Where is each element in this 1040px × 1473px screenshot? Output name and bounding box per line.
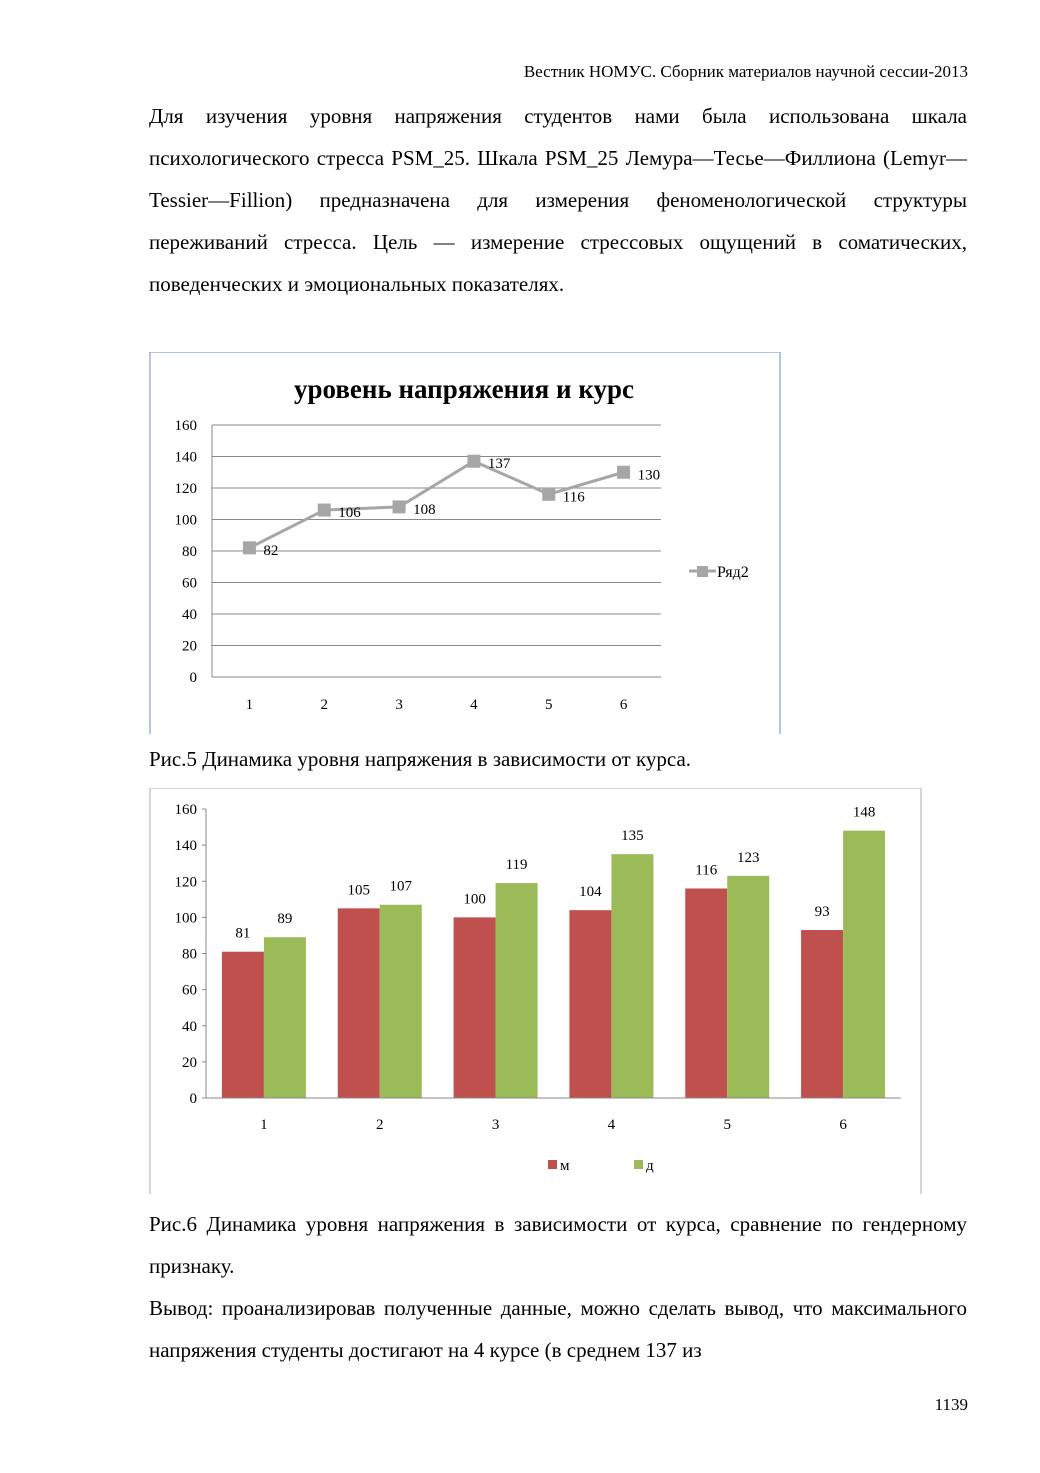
y-tick-label: 160 bbox=[174, 802, 197, 818]
data-label: 104 bbox=[579, 884, 602, 901]
chart-legend bbox=[689, 564, 749, 581]
y-tick-label: 20 bbox=[182, 1054, 197, 1071]
data-label: 93 bbox=[814, 904, 830, 921]
bar-м bbox=[685, 888, 727, 1098]
y-tick-label: 0 bbox=[189, 1091, 197, 1107]
bar-д bbox=[611, 854, 653, 1098]
y-tick-label: 120 bbox=[174, 874, 197, 891]
legend-label: Ряд2 bbox=[717, 564, 749, 581]
data-label: 82 bbox=[263, 542, 279, 559]
bar-д bbox=[843, 831, 885, 1098]
y-tick-label: 140 bbox=[174, 838, 197, 855]
x-tick-label: 4 bbox=[470, 697, 478, 713]
x-tick-label: 6 bbox=[619, 697, 628, 713]
line-chart-stress-by-course bbox=[149, 352, 781, 734]
x-tick-label: 5 bbox=[545, 697, 553, 713]
intro-paragraph: Для изучения уровня напряжения студентов нами была использована шкала психологического стресса PSM_25. Шкала PSM_25 Лемура—Тесье—Филлиона (Lemyr—Tessier—Fillion) предназначена для измерения феноменологической структуры переживаний стресса. Цель — измерение стрессовых ощущений в соматических, поведенческих и эмоциональных показателях. bbox=[149, 104, 967, 296]
y-tick-label: 100 bbox=[174, 910, 197, 927]
data-point bbox=[617, 466, 630, 479]
bar-м bbox=[338, 908, 380, 1098]
data-label: 137 bbox=[487, 456, 511, 473]
y-tick-label: 60 bbox=[182, 982, 197, 999]
x-tick-label: 2 bbox=[376, 1117, 384, 1133]
data-label: 89 bbox=[277, 911, 293, 928]
y-tick-label: 0 bbox=[189, 670, 197, 686]
chart-title: уровень напряжения и курс bbox=[293, 374, 635, 404]
page-number: 1139 bbox=[934, 1395, 968, 1414]
data-label: 119 bbox=[505, 857, 528, 874]
bar-д bbox=[496, 883, 538, 1098]
data-label: 123 bbox=[737, 849, 760, 866]
y-tick-label: 100 bbox=[174, 512, 197, 529]
y-tick-label: 80 bbox=[182, 544, 197, 560]
x-tick-label: 6 bbox=[839, 1117, 847, 1133]
x-tick-label: 5 bbox=[723, 1117, 731, 1133]
data-label: 108 bbox=[413, 501, 436, 518]
data-point bbox=[542, 488, 555, 501]
data-label: 135 bbox=[621, 828, 644, 845]
conclusion-paragraph: Вывод: проанализировав полученные данные, можно сделать вывод, что максимального напряжения студенты достигают на 4 курсе (в среднем 137 из bbox=[149, 1296, 967, 1362]
legend-marker bbox=[634, 1160, 643, 1169]
x-tick-label: 3 bbox=[395, 697, 403, 713]
data-label: 107 bbox=[389, 878, 412, 895]
data-label: 130 bbox=[637, 467, 661, 484]
data-label: 100 bbox=[463, 891, 486, 908]
data-point bbox=[393, 500, 406, 513]
data-label: 116 bbox=[562, 489, 585, 506]
chart-legend bbox=[548, 1158, 654, 1174]
x-tick-label: 1 bbox=[260, 1117, 268, 1133]
bar-д bbox=[380, 905, 422, 1098]
bar-д bbox=[264, 937, 306, 1098]
y-tick-label: 120 bbox=[174, 481, 197, 497]
x-tick-label: 3 bbox=[491, 1117, 500, 1133]
y-tick-label: 20 bbox=[182, 638, 197, 655]
bar-м bbox=[222, 952, 264, 1098]
y-tick-label: 140 bbox=[174, 449, 197, 466]
data-point bbox=[467, 455, 480, 468]
x-tick-label: 4 bbox=[607, 1117, 616, 1133]
bar-м bbox=[454, 917, 496, 1098]
data-label: 148 bbox=[852, 804, 876, 821]
y-tick-label: 40 bbox=[182, 1018, 197, 1035]
journal-header: Вестник НОМУС. Сборник материалов научной сессии-2013 bbox=[523, 62, 968, 81]
figure-6-caption: Рис.6 Динамика уровня напряжения в зависимости от курса, сравнение по гендерному признаку. bbox=[149, 1212, 967, 1278]
y-tick-label: 60 bbox=[182, 575, 197, 592]
x-tick-label: 1 bbox=[245, 697, 254, 713]
data-label: 81 bbox=[235, 925, 251, 942]
bar-д bbox=[727, 876, 769, 1098]
legend-label: м bbox=[560, 1158, 570, 1174]
legend-marker bbox=[548, 1160, 557, 1169]
x-tick-label: 2 bbox=[320, 697, 328, 713]
y-tick-label: 160 bbox=[174, 418, 197, 434]
legend-marker bbox=[697, 566, 708, 577]
y-tick-label: 80 bbox=[182, 946, 197, 963]
bar-м bbox=[569, 910, 611, 1098]
data-point bbox=[318, 504, 331, 517]
bar-м bbox=[801, 930, 843, 1098]
bar-chart-stress-by-gender bbox=[149, 788, 922, 1194]
legend-label: д bbox=[646, 1158, 654, 1174]
data-label: 105 bbox=[347, 882, 370, 899]
data-point bbox=[243, 541, 256, 554]
data-label: 106 bbox=[338, 505, 361, 522]
figure-5-caption: Рис.5 Динамика уровня напряжения в зависимости от курса. bbox=[149, 747, 692, 771]
data-label: 116 bbox=[695, 862, 718, 879]
y-tick-label: 40 bbox=[182, 607, 197, 623]
